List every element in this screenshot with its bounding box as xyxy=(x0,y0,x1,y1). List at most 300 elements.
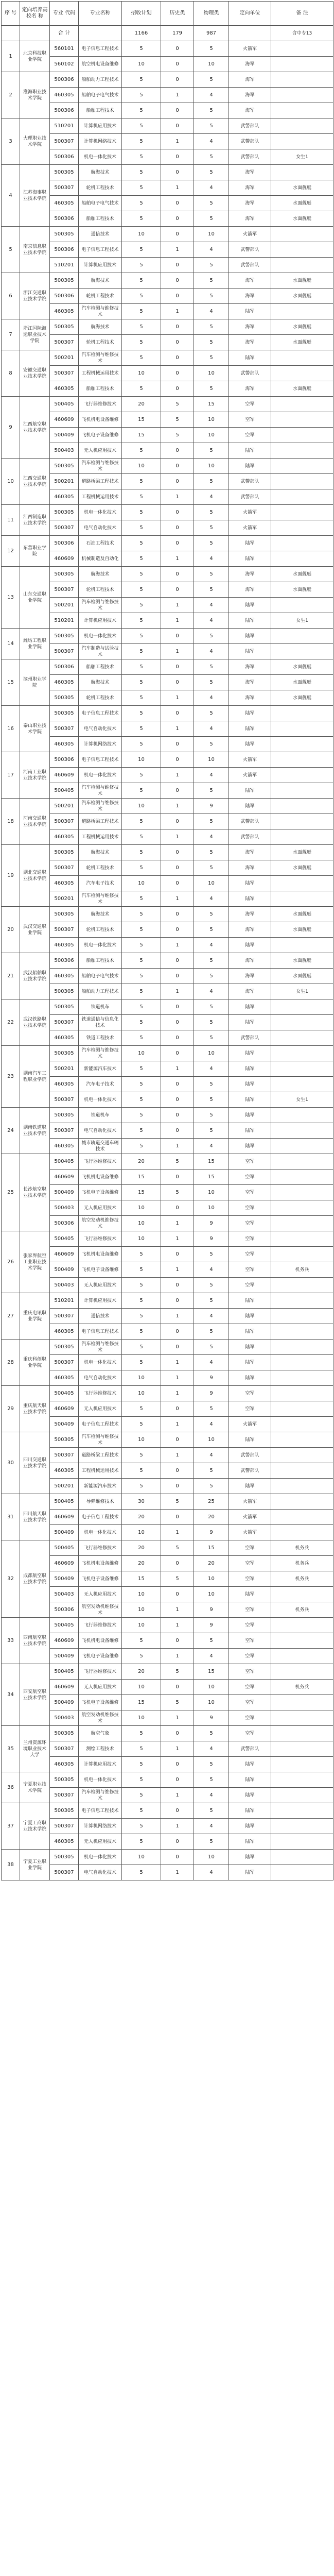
table-row xyxy=(2,1123,333,1139)
major-cell: 计算机应用技术 xyxy=(79,613,122,629)
plan-cell: 5 xyxy=(122,1772,161,1788)
note-cell xyxy=(271,412,333,428)
school-name-cell: 滨州职业学院 xyxy=(20,659,50,706)
code-cell: 500305 xyxy=(50,1432,79,1448)
code-cell: 500306 xyxy=(50,659,79,675)
code-cell: 460609 xyxy=(50,1247,79,1262)
table-row xyxy=(2,474,333,489)
direction-cell: 空军 xyxy=(229,1710,271,1726)
table-row xyxy=(2,1757,333,1772)
history-cell: 0 xyxy=(161,1510,194,1525)
major-cell: 电气自动化技术 xyxy=(79,520,122,536)
major-cell: 电气自动化技术 xyxy=(79,721,122,737)
code-cell: 500305 xyxy=(50,1046,79,1061)
major-cell: 新能源汽车技术 xyxy=(79,1061,122,1077)
physics-cell: 5 xyxy=(194,907,229,922)
plan-cell: 5 xyxy=(122,1293,161,1309)
school-name-cell: 潍坊工程职业学院 xyxy=(20,629,50,659)
major-cell: 航空机电设备维修 xyxy=(79,57,122,72)
table-row xyxy=(2,783,333,799)
table-row xyxy=(2,1649,333,1664)
note-cell xyxy=(271,1386,333,1401)
direction-cell: 陆军 xyxy=(229,737,271,752)
history-cell: 0 xyxy=(161,1170,194,1185)
table-row xyxy=(2,1092,333,1108)
major-cell: 计算机应用技术 xyxy=(79,258,122,273)
code-cell: 460305 xyxy=(50,1757,79,1772)
plan-cell: 5 xyxy=(122,1649,161,1664)
note-cell: 女生1 xyxy=(271,1092,333,1108)
direction-cell: 海军 xyxy=(229,335,271,350)
history-cell: 0 xyxy=(161,1633,194,1649)
physics-cell: 4 xyxy=(194,88,229,103)
note-cell xyxy=(271,1278,333,1293)
note-cell xyxy=(271,1293,333,1309)
direction-cell: 陆军 xyxy=(229,1108,271,1123)
note-cell: 水面舰艇 xyxy=(271,860,333,876)
seq-cell: 32 xyxy=(2,1540,20,1618)
major-cell: 航空发动机维修技术 xyxy=(79,1710,122,1726)
major-cell: 无人机应用技术 xyxy=(79,1834,122,1850)
plan-cell: 5 xyxy=(122,72,161,88)
code-cell: 460305 xyxy=(50,1030,79,1046)
major-cell: 工程机械运用技术 xyxy=(79,366,122,381)
code-cell: 500305 xyxy=(50,845,79,860)
code-cell: 500307 xyxy=(50,1448,79,1463)
history-cell: 0 xyxy=(161,1030,194,1046)
history-cell: 0 xyxy=(161,814,194,829)
physics-cell: 4 xyxy=(194,242,229,258)
direction-cell: 武警部队 xyxy=(229,149,271,165)
note-cell xyxy=(271,999,333,1015)
note-cell: 水面舰艇 xyxy=(271,969,333,984)
physics-cell: 4 xyxy=(194,304,229,319)
direction-cell: 陆军 xyxy=(229,551,271,567)
plan-cell: 10 xyxy=(122,1216,161,1231)
note-cell xyxy=(271,1216,333,1231)
physics-cell: 5 xyxy=(194,629,229,644)
table-row xyxy=(2,1293,333,1309)
history-cell: 0 xyxy=(161,1432,194,1448)
note-cell xyxy=(271,1015,333,1030)
history-cell: 1 xyxy=(161,1139,194,1154)
note-cell: 水面舰艇 xyxy=(271,196,333,211)
physics-cell: 5 xyxy=(194,1772,229,1788)
table-row xyxy=(2,1571,333,1587)
code-cell: 500307 xyxy=(50,335,79,350)
direction-cell: 空军 xyxy=(229,1154,271,1170)
history-cell: 5 xyxy=(161,1154,194,1170)
seq-cell: 15 xyxy=(2,659,20,706)
note-cell xyxy=(271,1324,333,1340)
note-cell xyxy=(271,1819,333,1834)
seq-cell: 21 xyxy=(2,953,20,999)
plan-cell: 5 xyxy=(122,551,161,567)
physics-cell: 15 xyxy=(194,1170,229,1185)
note-cell xyxy=(271,1510,333,1525)
note-cell xyxy=(271,1788,333,1803)
major-cell: 汽车检测与维修技术 xyxy=(79,891,122,907)
note-cell: 女生1 xyxy=(271,984,333,999)
major-cell: 飞行器维修技术 xyxy=(79,1154,122,1170)
note-cell xyxy=(271,428,333,443)
major-cell: 汽车制造与试验技术 xyxy=(79,644,122,659)
table-row xyxy=(2,938,333,953)
physics-cell: 5 xyxy=(194,1463,229,1479)
major-cell: 机电一体化技术 xyxy=(79,1525,122,1540)
plan-cell: 5 xyxy=(122,1479,161,1494)
history-cell: 0 xyxy=(161,258,194,273)
seq-cell: 14 xyxy=(2,629,20,659)
major-cell: 机电一体化技术 xyxy=(79,1355,122,1370)
physics-cell: 10 xyxy=(194,366,229,381)
note-cell xyxy=(271,41,333,57)
table-row xyxy=(2,459,333,474)
direction-cell: 陆军 xyxy=(229,304,271,319)
table-row xyxy=(2,999,333,1015)
history-cell: 0 xyxy=(161,41,194,57)
direction-cell: 陆军 xyxy=(229,1850,271,1865)
history-cell: 1 xyxy=(161,613,194,629)
table-row xyxy=(2,1803,333,1819)
table-row xyxy=(2,1401,333,1417)
direction-cell: 陆军 xyxy=(229,1293,271,1309)
note-cell: 机务兵 xyxy=(271,1556,333,1571)
physics-cell: 5 xyxy=(194,1293,229,1309)
plan-cell: 5 xyxy=(122,659,161,675)
table-row xyxy=(2,366,333,381)
history-cell: 1 xyxy=(161,551,194,567)
seq-cell: 2 xyxy=(2,72,20,118)
code-cell: 500409 xyxy=(50,1649,79,1664)
physics-cell: 20 xyxy=(194,1556,229,1571)
table-row xyxy=(2,196,333,211)
major-cell: 飞行器维修技术 xyxy=(79,1386,122,1401)
physics-cell: 5 xyxy=(194,1030,229,1046)
code-cell: 500306 xyxy=(50,289,79,304)
table-row xyxy=(2,1309,333,1324)
history-cell: 0 xyxy=(161,1340,194,1355)
table-row xyxy=(2,335,333,350)
plan-cell: 20 xyxy=(122,1556,161,1571)
direction-cell: 海军 xyxy=(229,180,271,196)
code-cell: 500306 xyxy=(50,536,79,551)
physics-cell: 4 xyxy=(194,551,229,567)
school-name-cell: 长沙航空职业技术学院 xyxy=(20,1154,50,1231)
code-cell: 500307 xyxy=(50,134,79,149)
history-cell: 0 xyxy=(161,1772,194,1788)
physics-cell: 9 xyxy=(194,799,229,814)
seq-cell: 19 xyxy=(2,845,20,907)
plan-cell: 10 xyxy=(122,752,161,768)
history-cell: 0 xyxy=(161,103,194,118)
plan-cell: 10 xyxy=(122,1386,161,1401)
direction-cell: 陆军 xyxy=(229,1432,271,1448)
plan-cell: 10 xyxy=(122,1587,161,1602)
code-cell: 460305 xyxy=(50,1077,79,1092)
plan-cell: 10 xyxy=(122,1618,161,1633)
table-row xyxy=(2,134,333,149)
school-name-cell: 河南工业职业技术学院 xyxy=(20,752,50,799)
physics-cell: 5 xyxy=(194,1401,229,1417)
physics-cell: 10 xyxy=(194,412,229,428)
major-cell: 飞行器维修技术 xyxy=(79,1231,122,1247)
table-row xyxy=(2,149,333,165)
note-cell xyxy=(271,752,333,768)
history-cell: 0 xyxy=(161,1587,194,1602)
direction-cell: 陆军 xyxy=(229,1324,271,1340)
plan-cell: 15 xyxy=(122,1185,161,1200)
physics-cell: 10 xyxy=(194,1587,229,1602)
note-cell xyxy=(271,768,333,783)
physics-cell: 4 xyxy=(194,829,229,845)
major-cell: 飞机机电设备维修 xyxy=(79,1633,122,1649)
note-cell: 机务兵 xyxy=(271,1262,333,1278)
physics-cell: 10 xyxy=(194,227,229,242)
seq-cell: 24 xyxy=(2,1108,20,1154)
table-row xyxy=(2,567,333,582)
plan-cell: 5 xyxy=(122,180,161,196)
plan-cell: 5 xyxy=(122,953,161,969)
direction-cell: 陆军 xyxy=(229,1757,271,1772)
plan-cell: 10 xyxy=(122,1850,161,1865)
direction-cell: 海军 xyxy=(229,690,271,706)
code-cell: 460305 xyxy=(50,489,79,505)
code-cell: 500307 xyxy=(50,1309,79,1324)
history-cell: 0 xyxy=(161,969,194,984)
table-row xyxy=(2,613,333,629)
major-cell: 电子信息工程技术 xyxy=(79,752,122,768)
code-cell: 460609 xyxy=(50,768,79,783)
school-name-cell: 江西航空职业技术学院 xyxy=(20,397,50,459)
plan-cell: 5 xyxy=(122,675,161,690)
plan-cell: 5 xyxy=(122,1741,161,1757)
school-name-cell: 江西制造职业技术学院 xyxy=(20,505,50,536)
physics-cell: 5 xyxy=(194,103,229,118)
major-cell: 机械制造及自动化 xyxy=(79,551,122,567)
seq-cell: 7 xyxy=(2,319,20,350)
major-cell: 轮机工程技术 xyxy=(79,860,122,876)
history-cell: 1 xyxy=(161,1262,194,1278)
code-cell: 460305 xyxy=(50,938,79,953)
table-row xyxy=(2,1540,333,1556)
code-cell: 500307 xyxy=(50,1015,79,1030)
code-cell: 500409 xyxy=(50,1262,79,1278)
physics-cell: 9 xyxy=(194,1710,229,1726)
history-cell: 0 xyxy=(161,1726,194,1741)
history-cell: 1 xyxy=(161,984,194,999)
physics-cell: 15 xyxy=(194,397,229,412)
table-row xyxy=(2,876,333,891)
table-row xyxy=(2,88,333,103)
direction-cell: 海军 xyxy=(229,165,271,180)
major-cell: 电子信息工程技术 xyxy=(79,41,122,57)
seq-cell: 12 xyxy=(2,536,20,567)
history-cell: 0 xyxy=(161,211,194,227)
history-cell: 0 xyxy=(161,443,194,459)
code-cell: 500409 xyxy=(50,1525,79,1540)
major-cell: 轮机工程技术 xyxy=(79,180,122,196)
plan-cell: 5 xyxy=(122,1262,161,1278)
totals-seq-cell xyxy=(2,26,20,41)
plan-cell: 5 xyxy=(122,999,161,1015)
plan-cell: 10 xyxy=(122,1046,161,1061)
note-cell: 女生1 xyxy=(271,613,333,629)
table-row xyxy=(2,922,333,938)
plan-cell: 5 xyxy=(122,1401,161,1417)
plan-cell: 5 xyxy=(122,644,161,659)
physics-cell: 4 xyxy=(194,134,229,149)
direction-cell: 空军 xyxy=(229,1200,271,1216)
major-cell: 轮机工程技术 xyxy=(79,335,122,350)
physics-cell: 5 xyxy=(194,41,229,57)
note-cell: 水面舰艇 xyxy=(271,690,333,706)
plan-cell: 5 xyxy=(122,1417,161,1432)
note-cell xyxy=(271,57,333,72)
note-cell xyxy=(271,706,333,721)
physics-cell: 4 xyxy=(194,1262,229,1278)
direction-cell: 空军 xyxy=(229,1540,271,1556)
major-cell: 导弹维修技术 xyxy=(79,1494,122,1510)
major-cell: 计算机网络技术 xyxy=(79,737,122,752)
school-name-cell: 西南航空职业技术学院 xyxy=(20,1618,50,1664)
plan-cell: 5 xyxy=(122,1448,161,1463)
note-cell xyxy=(271,1432,333,1448)
note-cell xyxy=(271,938,333,953)
table-row xyxy=(2,675,333,690)
table-header xyxy=(2,2,333,26)
major-cell: 飞机电子设备维修 xyxy=(79,1185,122,1200)
table-row xyxy=(2,1695,333,1710)
physics-cell: 4 xyxy=(194,1865,229,1880)
code-cell: 460609 xyxy=(50,1170,79,1185)
direction-cell: 陆军 xyxy=(229,1092,271,1108)
major-cell: 电子信息工程技术 xyxy=(79,242,122,258)
note-cell xyxy=(271,1309,333,1324)
plan-cell: 5 xyxy=(122,690,161,706)
note-cell xyxy=(271,1633,333,1649)
code-cell: 500409 xyxy=(50,1185,79,1200)
history-cell: 5 xyxy=(161,1695,194,1710)
table-row xyxy=(2,165,333,180)
school-name-cell: 河南交通职业技术学院 xyxy=(20,799,50,845)
plan-cell: 10 xyxy=(122,1231,161,1247)
code-cell: 500305 xyxy=(50,459,79,474)
school-name-cell: 浙江交通职业技术学院 xyxy=(20,273,50,319)
seq-cell: 23 xyxy=(2,1046,20,1108)
direction-cell: 陆军 xyxy=(229,536,271,551)
code-cell: 500307 xyxy=(50,1741,79,1757)
major-cell: 飞机电子设备维修 xyxy=(79,1649,122,1664)
history-cell: 1 xyxy=(161,1618,194,1633)
code-cell: 460305 xyxy=(50,1139,79,1154)
history-cell: 1 xyxy=(161,829,194,845)
plan-cell: 5 xyxy=(122,814,161,829)
major-cell: 工程机械运用技术 xyxy=(79,489,122,505)
direction-cell: 海军 xyxy=(229,907,271,922)
code-cell: 500409 xyxy=(50,428,79,443)
history-cell: 0 xyxy=(161,1324,194,1340)
note-cell xyxy=(271,1695,333,1710)
history-cell: 1 xyxy=(161,1309,194,1324)
plan-cell: 5 xyxy=(122,381,161,397)
code-cell: 460305 xyxy=(50,829,79,845)
direction-cell: 陆军 xyxy=(229,891,271,907)
note-cell: 水面舰艇 xyxy=(271,335,333,350)
physics-cell: 4 xyxy=(194,644,229,659)
history-cell: 1 xyxy=(161,1216,194,1231)
note-cell xyxy=(271,1741,333,1757)
history-cell: 1 xyxy=(161,304,194,319)
major-cell: 航空发动机维修技术 xyxy=(79,1602,122,1618)
code-cell: 500201 xyxy=(50,799,79,814)
code-cell: 500307 xyxy=(50,922,79,938)
plan-cell: 5 xyxy=(122,582,161,598)
code-cell: 500305 xyxy=(50,706,79,721)
totals-school-cell xyxy=(20,26,50,41)
physics-cell: 5 xyxy=(194,1834,229,1850)
code-cell: 500405 xyxy=(50,1231,79,1247)
table-row xyxy=(2,1772,333,1788)
physics-cell: 10 xyxy=(194,876,229,891)
history-cell: 1 xyxy=(161,1061,194,1077)
code-cell: 510201 xyxy=(50,258,79,273)
plan-cell: 5 xyxy=(122,304,161,319)
note-cell xyxy=(271,1170,333,1185)
major-cell: 电气自动化技术 xyxy=(79,1123,122,1139)
plan-cell: 15 xyxy=(122,412,161,428)
school-name-cell: 大理职业技术学院 xyxy=(20,118,50,165)
history-cell: 1 xyxy=(161,690,194,706)
plan-cell: 5 xyxy=(122,829,161,845)
table-row xyxy=(2,1030,333,1046)
code-cell: 500201 xyxy=(50,474,79,489)
major-cell: 电子信息工程技术 xyxy=(79,1417,122,1432)
history-cell: 0 xyxy=(161,72,194,88)
major-cell: 轮机工程技术 xyxy=(79,922,122,938)
note-cell xyxy=(271,876,333,891)
code-cell: 500403 xyxy=(50,1587,79,1602)
code-cell: 500403 xyxy=(50,1200,79,1216)
direction-cell: 陆军 xyxy=(229,706,271,721)
history-cell: 1 xyxy=(161,891,194,907)
direction-cell: 空军 xyxy=(229,1633,271,1649)
history-cell: 0 xyxy=(161,118,194,134)
seq-cell: 36 xyxy=(2,1772,20,1803)
code-cell: 560101 xyxy=(50,41,79,57)
history-cell: 0 xyxy=(161,505,194,520)
note-cell xyxy=(271,814,333,829)
direction-cell: 海军 xyxy=(229,969,271,984)
history-cell: 0 xyxy=(161,922,194,938)
major-cell: 船舶工程技术 xyxy=(79,953,122,969)
plan-cell: 20 xyxy=(122,1510,161,1525)
table-row xyxy=(2,1139,333,1154)
physics-cell: 5 xyxy=(194,567,229,582)
direction-cell: 空军 xyxy=(229,1185,271,1200)
direction-cell: 陆军 xyxy=(229,1834,271,1850)
physics-cell: 4 xyxy=(194,180,229,196)
direction-cell: 海军 xyxy=(229,196,271,211)
seq-cell: 10 xyxy=(2,459,20,505)
direction-cell: 空军 xyxy=(229,1386,271,1401)
history-cell: 0 xyxy=(161,273,194,289)
plan-cell: 5 xyxy=(122,984,161,999)
history-cell: 0 xyxy=(161,953,194,969)
direction-cell: 陆军 xyxy=(229,1587,271,1602)
code-cell: 500405 xyxy=(50,1154,79,1170)
physics-cell: 5 xyxy=(194,814,229,829)
